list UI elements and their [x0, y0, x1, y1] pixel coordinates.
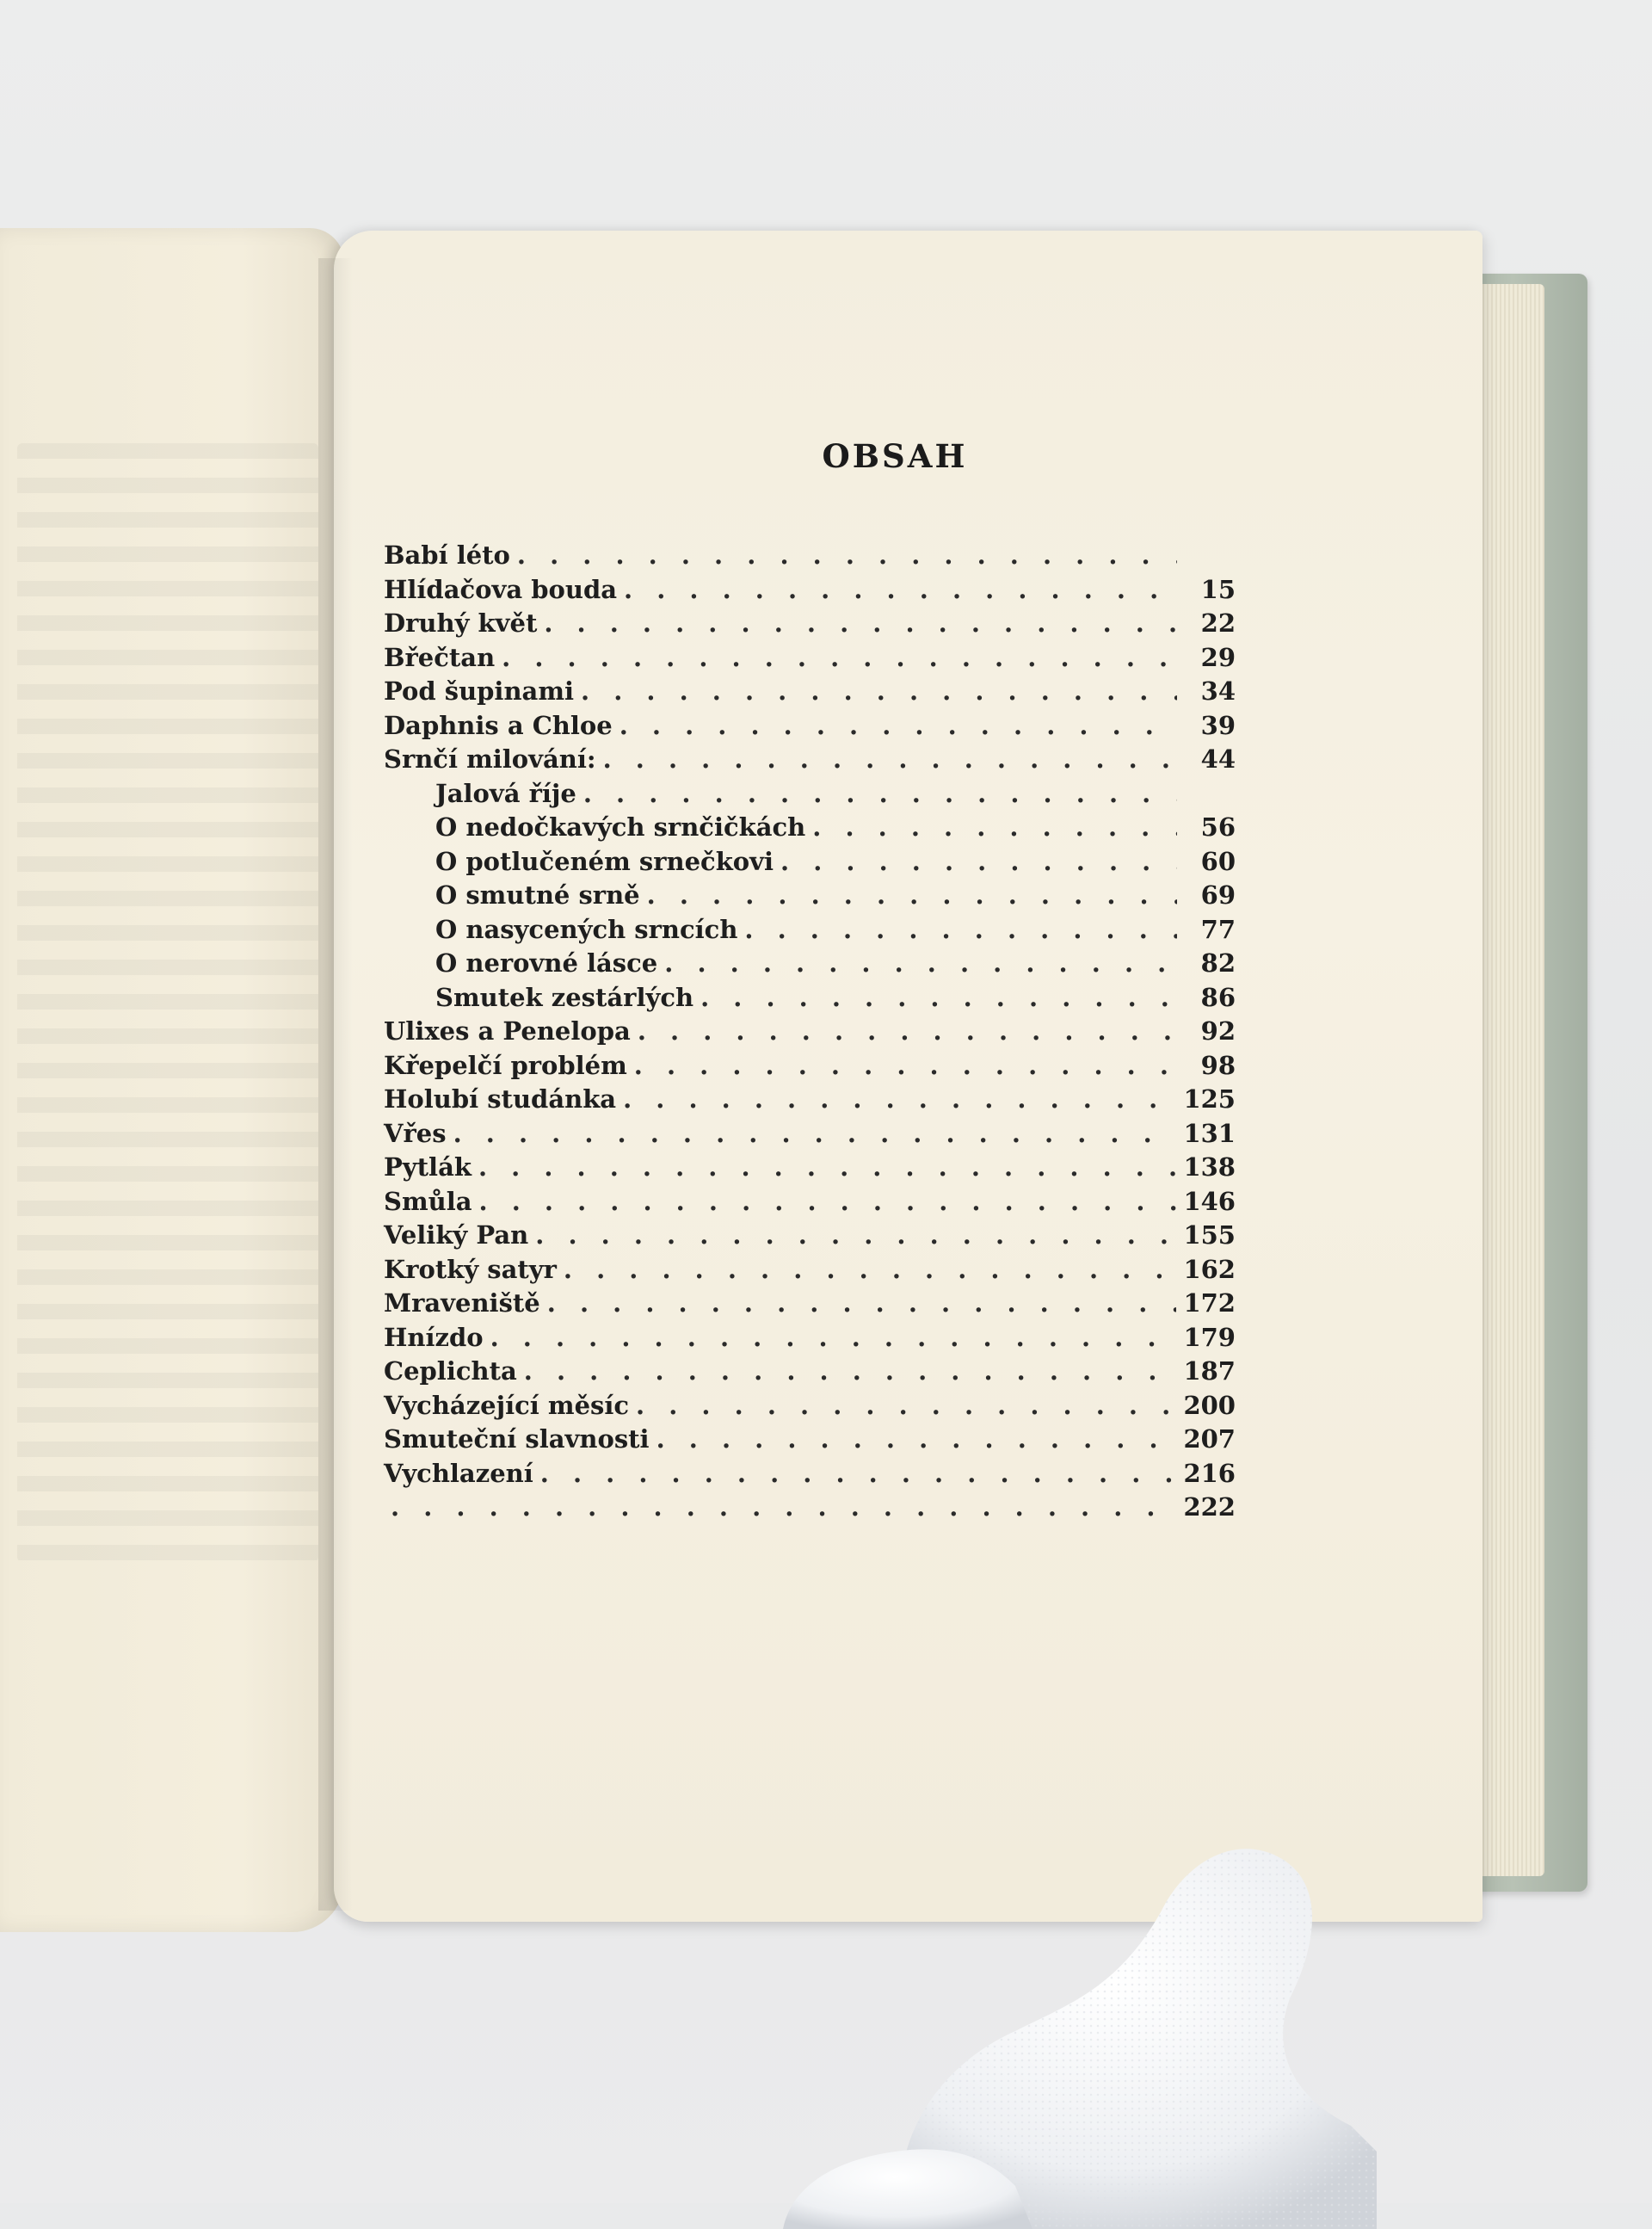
toc-leader-dots — [812, 812, 1177, 842]
toc-entry — [384, 1119, 1236, 1153]
toc-leader-dots — [581, 676, 1177, 706]
toc-entry-title: Jalová říje — [435, 778, 576, 808]
toc-leader-dots — [603, 744, 1177, 774]
toc-entry-page: 216 — [1183, 1458, 1236, 1488]
toc-leader-dots — [547, 1288, 1177, 1318]
toc-entry-page: 179 — [1183, 1322, 1236, 1352]
bleed-through-text — [17, 443, 318, 1562]
toc-entry-title: Babí léto — [384, 540, 510, 570]
toc-leader-dots — [391, 1492, 1176, 1522]
toc-entry — [384, 1424, 1236, 1459]
toc-entry — [384, 1459, 1236, 1493]
toc-entry-title: Pod šupinami — [384, 676, 575, 706]
toc-entry-title: Smuteční slavnosti — [384, 1424, 650, 1454]
toc-entry-page: 162 — [1183, 1254, 1236, 1284]
toc-leader-dots — [540, 1459, 1177, 1488]
toc-entry-title: Vychlazení — [384, 1458, 533, 1488]
toc-leader-dots — [636, 1391, 1176, 1420]
toc-entry-title: Krotký satyr — [384, 1254, 557, 1284]
toc-entry — [384, 1391, 1236, 1425]
toc-leader-dots — [583, 779, 1177, 808]
toc-entry — [384, 1187, 1236, 1221]
toc-entry-page: 86 — [1200, 982, 1236, 1012]
toc-entry-title: O smutné srně — [435, 880, 640, 910]
toc-leader-dots — [502, 643, 1177, 672]
toc-entry-page: 155 — [1183, 1220, 1236, 1250]
toc-entry-page: 187 — [1183, 1356, 1236, 1386]
toc-entry-page: 56 — [1200, 812, 1236, 842]
toc-entry — [384, 1255, 1236, 1289]
gloved-hand-icon — [757, 1781, 1377, 2229]
toc-entry-page: 44 — [1200, 744, 1236, 774]
toc-entry-title: Smutek zestárlých — [435, 982, 694, 1012]
toc-leader-dots — [624, 575, 1177, 604]
toc-entry-title: Křepelčí problém — [384, 1050, 627, 1080]
toc-entry-title: Vřes — [384, 1118, 447, 1148]
toc-entry — [384, 779, 1236, 813]
toc-entry-title: Ceplichta — [384, 1356, 517, 1386]
toc-entry-page: 34 — [1200, 676, 1236, 706]
toc-leader-dots — [780, 847, 1177, 876]
toc-leader-dots — [638, 1016, 1177, 1046]
toc-entry-page: 138 — [1183, 1152, 1236, 1182]
toc-entry-title: Veliký Pan — [384, 1220, 529, 1250]
toc-leader-dots — [700, 983, 1177, 1012]
toc-entry-title: Vycházející měsíc — [384, 1390, 630, 1420]
table-of-contents — [384, 540, 1236, 1527]
toc-entry — [384, 1152, 1236, 1187]
toc-entry-page: 29 — [1200, 642, 1236, 672]
toc-entry-page: 82 — [1200, 948, 1236, 978]
toc-leader-dots — [620, 711, 1177, 740]
toc-entry-title: Mraveniště — [384, 1288, 540, 1318]
toc-entry-title: Ulixes a Penelopa — [384, 1016, 631, 1046]
toc-entry-title: O nedočkavých srnčičkách — [435, 812, 806, 842]
toc-leader-dots — [647, 880, 1177, 910]
toc-entry-title: Daphnis a Chloe — [384, 710, 613, 740]
toc-leader-dots — [544, 608, 1177, 638]
toc-entry-title: Hnízdo — [384, 1322, 484, 1352]
toc-entry — [384, 1220, 1236, 1255]
toc-entry-page: 125 — [1183, 1084, 1236, 1114]
toc-leader-dots — [623, 1084, 1176, 1114]
toc-entry-page: 39 — [1200, 710, 1236, 740]
toc-entry — [384, 983, 1236, 1017]
toc-leader-dots — [479, 1187, 1177, 1216]
toc-entry-page: 15 — [1200, 574, 1236, 604]
toc-entry — [384, 608, 1236, 643]
toc-entry — [384, 1492, 1236, 1527]
toc-entry — [384, 1288, 1236, 1323]
toc-entry — [384, 847, 1236, 881]
toc-entry-title: Hlídačova bouda — [384, 574, 618, 604]
toc-entry-page: 172 — [1183, 1288, 1236, 1318]
toc-entry-page: 77 — [1200, 914, 1236, 944]
toc-entry-page: 200 — [1183, 1390, 1236, 1420]
toc-entry — [384, 1051, 1236, 1085]
toc-leader-dots — [564, 1255, 1177, 1284]
toc-entry — [384, 1356, 1236, 1391]
toc-leader-dots — [453, 1119, 1177, 1148]
toc-leader-dots — [524, 1356, 1177, 1386]
toc-entry-title: Srnčí milování: — [384, 744, 596, 774]
toc-entry-page: 92 — [1200, 1016, 1236, 1046]
toc-entry — [384, 540, 1236, 575]
toc-leader-dots — [478, 1152, 1177, 1182]
toc-entry-title: Pytlák — [384, 1152, 472, 1182]
toc-entry-page: 98 — [1200, 1050, 1236, 1080]
toc-entry — [384, 1084, 1236, 1119]
toc-entry-title: Břečtan — [384, 642, 496, 672]
toc-entry-page: 131 — [1183, 1118, 1236, 1148]
toc-entry — [384, 575, 1236, 609]
toc-entry — [384, 915, 1236, 949]
left-page — [0, 228, 344, 1932]
gutter-shadow — [318, 258, 353, 1911]
toc-leader-dots — [535, 1220, 1176, 1250]
toc-entry-page: 22 — [1200, 608, 1236, 638]
toc-entry — [384, 880, 1236, 915]
toc-entry-title: Druhý květ — [384, 608, 538, 638]
toc-entry-title: O nasycených srncích — [435, 914, 738, 944]
toc-leader-dots — [490, 1323, 1177, 1352]
toc-entry — [384, 676, 1236, 711]
toc-entry — [384, 744, 1236, 779]
toc-entry-title: O potlučeném srnečkovi — [435, 846, 774, 876]
toc-entry-page: 60 — [1200, 846, 1236, 876]
toc-entry — [384, 812, 1236, 847]
toc-entry — [384, 1323, 1236, 1357]
toc-entry-page: 222 — [1183, 1492, 1236, 1522]
toc-entry-page: 69 — [1200, 880, 1236, 910]
toc-entry-page: 146 — [1183, 1186, 1236, 1216]
toc-leader-dots — [744, 915, 1177, 944]
toc-leader-dots — [664, 948, 1177, 978]
toc-leader-dots — [656, 1424, 1177, 1454]
toc-entry-page: 207 — [1183, 1424, 1236, 1454]
toc-entry — [384, 711, 1236, 745]
toc-leader-dots — [517, 540, 1177, 570]
toc-title: OBSAH — [822, 437, 968, 475]
toc-entry — [384, 948, 1236, 983]
toc-leader-dots — [634, 1051, 1177, 1080]
toc-entry — [384, 1016, 1236, 1051]
toc-entry-title: Holubí studánka — [384, 1084, 617, 1114]
toc-entry-title: O nerovné lásce — [435, 948, 658, 978]
toc-entry — [384, 643, 1236, 677]
toc-entry-title: Smůla — [384, 1186, 472, 1216]
